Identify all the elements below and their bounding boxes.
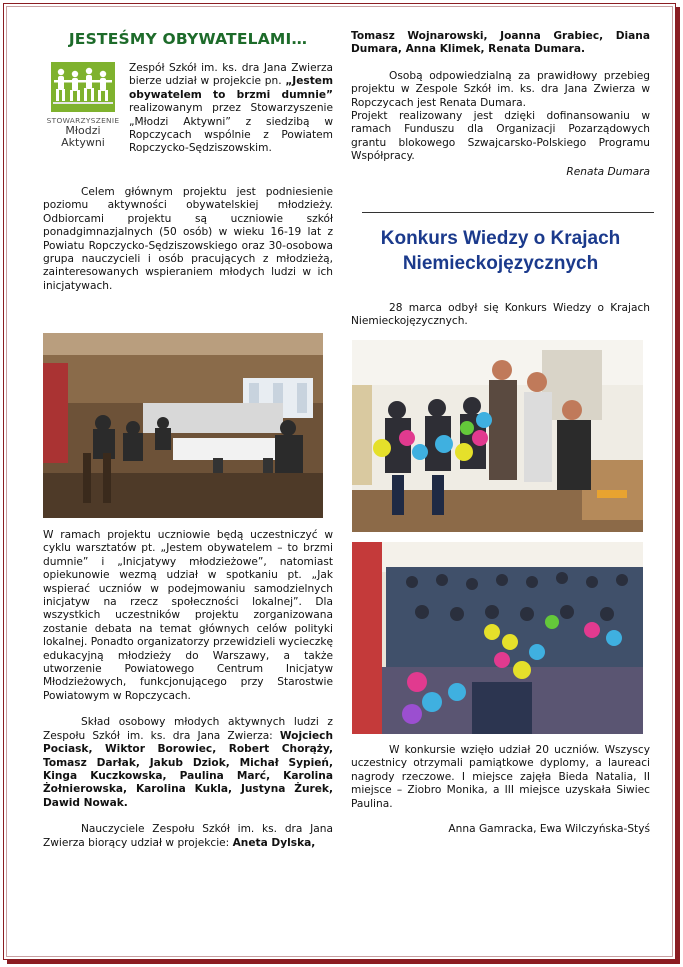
members-paragraph (43, 716, 333, 810)
teachers-names-b (351, 30, 650, 57)
logo-text-association: STOWARZYSZENIE (46, 116, 120, 125)
association-logo (43, 62, 123, 174)
teachers-intro: Nauczyciele Zespołu Szkół im. ks. dra Jana Zwierza biorący udział w projekcie: (43, 823, 333, 849)
funding-paragraph: Projekt realizowany jest dzięki dofinansowaniu w ramach Funduszu dla Organizacji Pozarządowych grantu blokowego Szwajcarsko-Polskiego Programu Współpracy. (351, 110, 650, 163)
teachers-names-a: Aneta Dylska, (232, 836, 316, 849)
signature-authors: Anna Gamracka, Ewa Wilczyńska-Styś (448, 823, 650, 836)
contest-result-block (351, 744, 650, 835)
contest-result: W konkursie wzięło udział 20 uczniów. Wszyscy uczestnicy otrzymali pamiątkowe dyplomy, a laureaci nagrody rzeczowe. I miejsce zajęła Bieda Natalia, II miejsce – Ziobro Monika, a III miejsce uzyskała Siwiec Paulina. (351, 744, 650, 810)
section-divider (362, 212, 654, 213)
logo-text-aktywni: Aktywni (61, 136, 105, 149)
photo-contest-audience (352, 542, 643, 734)
logo-figures-icon (51, 62, 115, 112)
goal-paragraph: Celem głównym projektu jest podniesienie poziomu aktywności obywatelskiej młodzieży. Odbiorcami projektu są uczniowie szkół ponadgimnazjalnych (50 osób) w wieku 16-19 lat z Powiatu Ropczycko-Sędziszowskiego oraz 30-osobowa grupa nauczycieli i osób pracujących z młodzieżą, zainteresowanych wspieraniem młodych ludzi w ich inicjatywach. (43, 186, 333, 292)
project-name: „Jestem obywatelem to brzmi dumnie” (129, 75, 333, 101)
logo-text-mlodzi: Młodzi (65, 124, 101, 137)
right-column (351, 30, 650, 178)
contest-intro: 28 marca odbył się Konkurs Wiedzy o Krajach Niemieckojęzycznych. (351, 302, 650, 328)
photo-contest-participants (352, 340, 643, 532)
photo-conference-hall (43, 333, 323, 518)
article-title-contest: Konkurs Wiedzy o Krajach Niemieckojęzycznych (380, 228, 621, 274)
intro-text-a: Zespół Szkół im. ks. dra Jana Zwierza bierze udział w projekcie pn. (129, 62, 333, 88)
article-title-citizens: JESTEŚMY OBYWATELAMI… (68, 30, 308, 48)
left-column-lower (43, 529, 333, 850)
intro-text-b: realizowanym przez Stowarzyszenie „Młodzi Aktywni” z siedzibą w Ropczycach wspólnie z Powiatem Ropczycko-Sędziszowskim. (129, 102, 333, 155)
workshops-paragraph: W ramach projektu uczniowie będą uczestniczyć w cyklu warsztatów pt. „Jestem obywatelem – to brzmi dumnie” i „Inicjatywy młodzieżowe”, natomiast opiekunowie wezmą udział w spotkaniu pt. „Jak wspierać uczniów w podejmowaniu samodzielnych inicjatyw na rzecz społeczności lokalnej”. Dla wszystkich uczestników projektu zorganizowana zostanie debata na temat głównych celów polityki lokalnej. Ponadto organizatorzy przewidzieli wycieczkę edukacyjną młodzieży do Warszawy, a także utworzenie Powiatowego Centrum Inicjatyw Młodzieżowych, funkcjonującego przy Starostwie Powiatowym w Ropczycach. (43, 529, 333, 702)
members-names: Wojciech Pociask, Wiktor Borowiec, Robert Chorąży, Tomasz Darłak, Jakub Dziok, Michał Sypień, Kinga Kuczkowska, Paulina Marć, Karolina Żołnierowska, Karolina Kukla, Justyna Żurek, Dawid Nowak. (43, 729, 333, 809)
contest-intro-block (351, 302, 650, 329)
teachers-paragraph (43, 823, 333, 850)
signature-renata: Renata Dumara (566, 165, 650, 178)
left-column (43, 30, 333, 293)
responsible-paragraph: Osobą odpowiedzialną za prawidłowy przebieg projektu w Zespole Szkół im. ks. dra Jana Zwierza w Ropczycach jest Renata Dumara. (351, 69, 650, 109)
teachers-names-b-text: Tomasz Wojnarowski, Joanna Grabiec, Diana Dumara, Anna Klimek, Renata Dumara. (351, 30, 650, 56)
members-intro: Skład osobowy młodych aktywnych ludzi z Zespołu Szkół im. ks. dra Jana Zwierza: (43, 716, 333, 742)
